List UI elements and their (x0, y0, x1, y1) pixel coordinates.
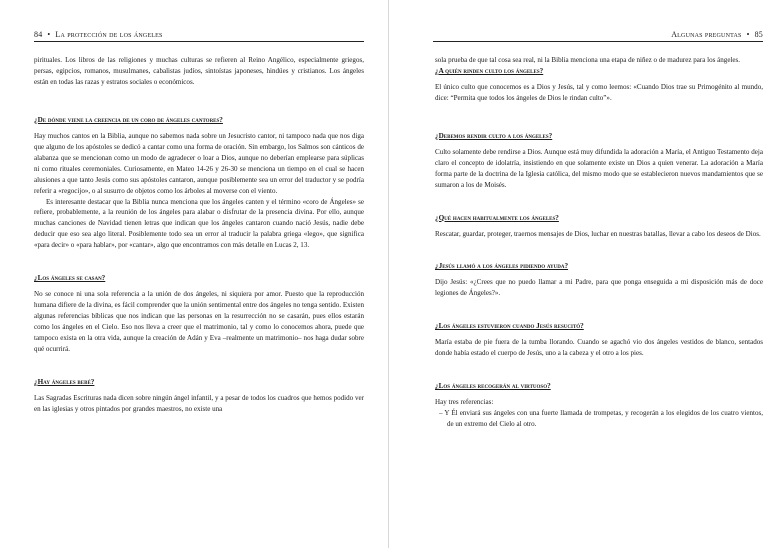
left-page-number: 84 (34, 30, 43, 39)
section-heading: ¿Qué hacen habitualmente los ángeles? (435, 213, 559, 222)
left-running-header (34, 30, 163, 39)
paragraph: María estaba de pie fuera de la tumba llorando. Cuando se agachó vio dos ángeles vestidos de blanco, sentados donde había estado el cuerpo de Jesús, uno a la cabeza y el otro a los pies. (435, 338, 763, 358)
section-heading: ¿Los ángeles estuvieron cuando Jesús resucitó? (435, 322, 584, 331)
section-heading: ¿Los ángeles recogerán al virtuoso? (435, 382, 551, 391)
paragraph: Culto solamente debe rendirse a Dios. Aunque está muy difundida la adoración a María, el Antiguo Testamento deja claro el concepto de idolatría, insistiendo en que solamente existe un Dios a quien venerar. La adoración a María forma parte de la doctrina de la Iglesia católica, del mismo modo que se establecieron nuevos mandamientos que se sumaron a los de Moisés. (435, 147, 763, 189)
right-header-rule (433, 41, 763, 42)
section-heading: ¿Jesús llamó a los ángeles pidiendo ayuda? (435, 262, 569, 271)
section-heading: ¿Debemos rendir culto a los ángeles? (435, 131, 553, 140)
left-running-title: La protección de los ángeles (55, 30, 163, 39)
paragraph: Dijo Jesús: «¿Crees que no puedo llamar a mi Padre, para que ponga enseguida a mi disposición más de doce legiones de Ángeles?». (435, 278, 763, 298)
paragraph: sola prueba de que tal cosa sea real, ni la Biblia menciona una etapa de niñez o de madurez para los ángeles. (435, 56, 741, 64)
section-heading: ¿Los ángeles se casan? (34, 274, 106, 283)
paragraph: pirituales. Los libros de las religiones y muchas culturas se refieren al Reino Angélico, especialmente griegos, persas, egipcios, romanos, musulmanes, cabalistas judíos, sintoístas japoneses, hindúes y cristianos. Los ángeles están en todas las razas y estratos sociales o económicos. (34, 56, 364, 86)
paragraph: Las Sagradas Escrituras nada dicen sobre ningún ángel infantil, y a pesar de todos los cuadros que hemos podido ver en las iglesias y otros pintados por grandes maestros, no existe una (34, 393, 364, 413)
header-bullet: • (47, 30, 51, 39)
right-page-body (435, 55, 763, 430)
left-page-body (34, 55, 364, 415)
header-bullet: • (746, 30, 750, 39)
left-header-rule (34, 41, 364, 42)
list-item: – Y Él enviará sus ángeles con una fuerte llamada de trompetas, y recogerán a los elegidos de los cuatro vientos, de un extremo del Cielo al otro. (439, 409, 763, 429)
paragraph: Hay tres referencias: (435, 398, 494, 407)
right-running-header (671, 30, 763, 39)
section-heading: ¿Hay ángeles bebé? (34, 377, 95, 386)
paragraph: Es interesante destacar que la Biblia nunca menciona que los ángeles canten y el término «coro de Ángeles» se refiere, probablemente, a la reunión de los ángeles para alabar o disfrutar de la presencia divina. Por ello, aunque muchas canciones de Navidad tienen letras que indican que los ángeles cantaron cuando nació Jesús, nadie debe deducir que eso sea algo literal. Posiblemente todo sea un error al traducir la palabra griega «lego», que significa «para decir» o «para hablar», por «cantar», algo que encontramos con más detalle en Lucas 2, 13. (34, 197, 364, 250)
section-heading: ¿A quién rinden culto los ángeles? (435, 66, 544, 75)
right-page-number: 85 (754, 30, 763, 39)
right-running-title: Algunas preguntas (671, 30, 742, 39)
section-heading: ¿De dónde viene la creencia de un coro de ángeles cantores? (34, 115, 223, 124)
paragraph: Hay muchos cantos en la Biblia, aunque no sabemos nada sobre un Jesucristo cantor, ni tampoco nada que nos diga que alguno de los apóstoles se dedicó a cantar como una forma de oración. Sin embargo, los Salmos son cánticos de alabanza que se mencionan como un modo de agradecer o loar a Dios, aunque no deberían emplearse para súplicas ni como rituales ceremoniales. Curiosamente, en Mateo 14-26 y 26-30 se menciona un tiempo en el cual se hacen alusiones a que tanto Jesús como sus apóstoles cantaron, aunque posiblemente sea un error del traductor y se podría referir a «regocijo», o al susurro de objetos como los árboles al moverse con el viento. (34, 131, 364, 195)
right-page (389, 0, 778, 548)
paragraph: Rescatar, guardar, proteger, traernos mensajes de Dios, luchar en nuestras batallas, llevar a cabo los deseos de Dios. (435, 229, 761, 238)
paragraph: No se conoce ni una sola referencia a la unión de dos ángeles, ni siquiera por amor. Puesto que la reproducción humana difiere de la divina, es fácil comprender que la unión sentimental entre dos ángeles no tenga sentido. Existen algunas referencias bíblicas que nos indican que las personas en la resurrección no se casarán, pues ellos estarán como los ángeles en el Cielo. Eso nos lleva a creer que el matrimonio, tal y como lo conocemos ahora, puede que tampoco exista en la otra vida, aunque la creación de Adán y Eva –realmente un matrimonio– nos haga dudar sobre qué ocurrirá. (34, 290, 364, 354)
paragraph: El único culto que conocemos es a Dios y Jesús, tal y como leemos: «Cuando Dios trae su Primogénito al mundo, dice: “Permita que todos los ángeles de Dios le rindan culto”». (435, 82, 763, 102)
